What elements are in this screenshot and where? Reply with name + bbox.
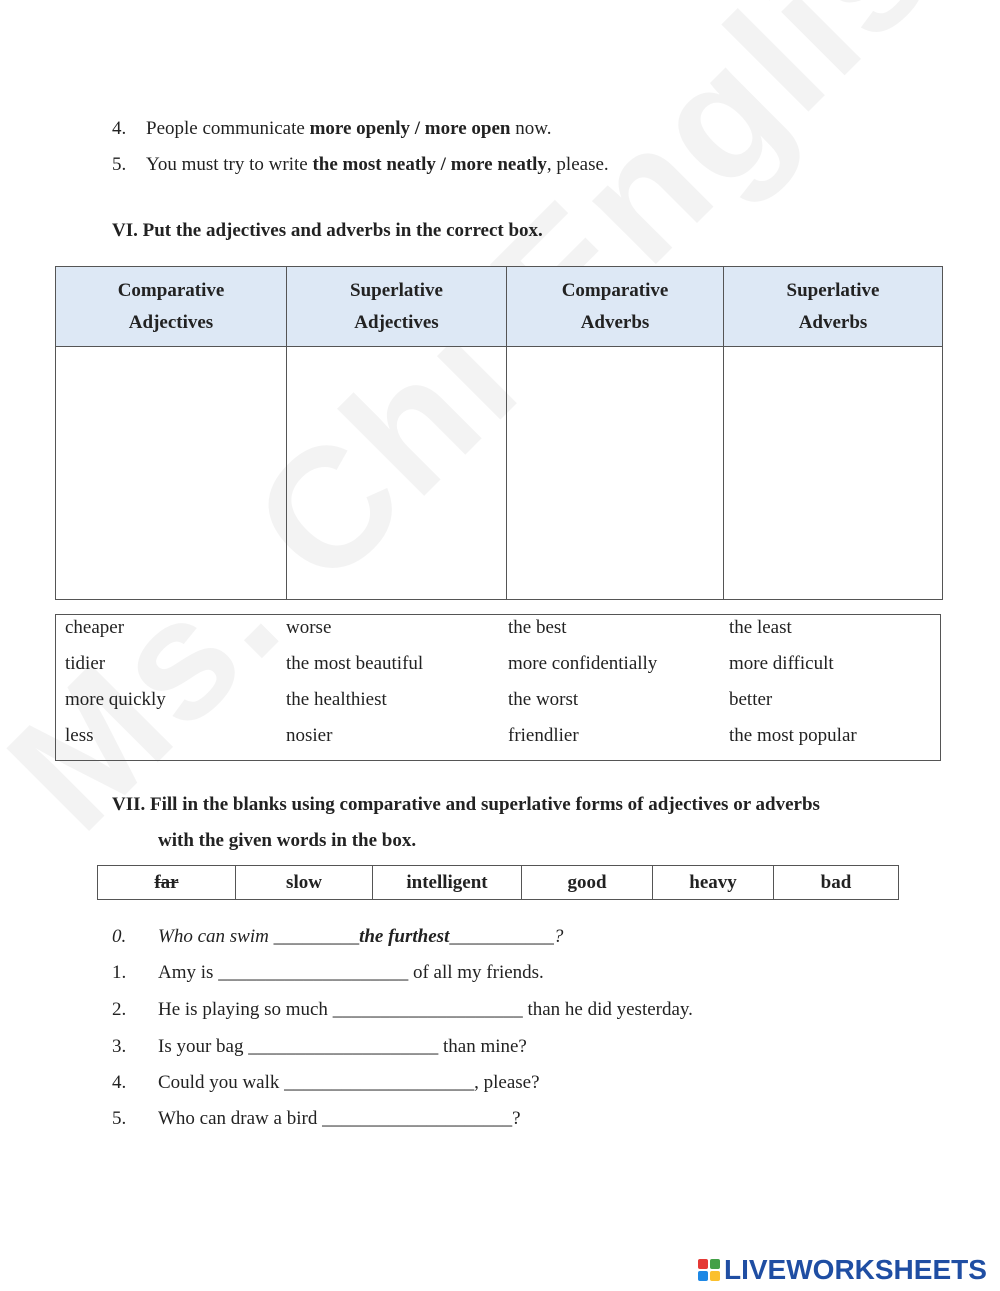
word-chip[interactable]: the healthiest (286, 689, 387, 710)
given-words-box (97, 865, 899, 900)
given-word: far (98, 866, 236, 900)
section-7-heading: VII. Fill in the blanks using comparative and superlative forms of adjectives or adverbs (112, 794, 820, 815)
given-word: heavy (653, 866, 774, 900)
word-chip[interactable]: nosier (286, 725, 333, 746)
drop-cell-superlative-adjectives[interactable] (287, 347, 507, 600)
column-header: Superlative Adverbs (724, 267, 943, 347)
drop-cell-comparative-adjectives[interactable] (56, 347, 287, 600)
answer-blank[interactable]: ____________________ (218, 962, 409, 983)
word-chip[interactable]: the worst (508, 689, 579, 710)
word-chip[interactable]: the most popular (729, 725, 857, 746)
answer-blank[interactable]: ____________________ (332, 999, 523, 1020)
sort-box-table (55, 266, 943, 600)
column-header: Superlative Adjectives (287, 267, 507, 347)
prev-item-4: 4. People communicate more openly / more open now. (112, 118, 552, 139)
word-bank (55, 614, 941, 761)
word-chip[interactable]: worse (286, 617, 332, 638)
word-chip[interactable]: more confidentially (508, 653, 658, 674)
fill-item-1: 1. Amy is ____________________ of all my friends. (112, 962, 544, 983)
logo-mark-icon (698, 1259, 720, 1281)
answer-blank[interactable]: ____________________ (284, 1072, 475, 1093)
example-item: 0. Who can swim _________the furthest___________? (112, 926, 564, 947)
drop-cell-comparative-adverbs[interactable] (507, 347, 724, 600)
word-chip[interactable]: cheaper (65, 617, 125, 638)
drop-cell-superlative-adverbs[interactable] (724, 347, 943, 600)
given-word: intelligent (373, 866, 522, 900)
word-chip[interactable]: less (65, 725, 94, 746)
fill-item-5: 5. Who can draw a bird ____________________? (112, 1108, 521, 1129)
section-7-heading-cont: with the given words in the box. (158, 830, 417, 851)
answer-blank[interactable]: ____________________ (248, 1036, 439, 1057)
word-chip[interactable]: the best (508, 617, 567, 638)
word-chip[interactable]: the most beautiful (286, 653, 424, 674)
word-chip[interactable]: more quickly (65, 689, 166, 710)
word-chip[interactable]: the least (729, 617, 792, 638)
word-chip[interactable]: more difficult (729, 653, 834, 674)
column-header: Comparative Adjectives (56, 267, 287, 347)
column-header: Comparative Adverbs (507, 267, 724, 347)
word-chip[interactable]: tidier (65, 653, 106, 674)
fill-item-2: 2. He is playing so much ____________________ than he did yesterday. (112, 999, 693, 1020)
answer-blank[interactable]: ____________________ (322, 1108, 513, 1129)
given-word: good (522, 866, 653, 900)
given-word: bad (774, 866, 899, 900)
prev-item-5: 5. You must try to write the most neatly / more neatly, please. (112, 154, 609, 175)
fill-item-4: 4. Could you walk ____________________, please? (112, 1072, 540, 1093)
fill-item-3: 3. Is your bag ____________________ than mine? (112, 1036, 527, 1057)
liveworksheets-logo: LIVEWORKSHEETS (698, 1254, 987, 1286)
given-word: slow (236, 866, 373, 900)
word-chip[interactable]: friendlier (508, 725, 579, 746)
section-6-heading: VI. Put the adjectives and adverbs in the correct box. (112, 220, 543, 241)
word-chip[interactable]: better (729, 689, 773, 710)
